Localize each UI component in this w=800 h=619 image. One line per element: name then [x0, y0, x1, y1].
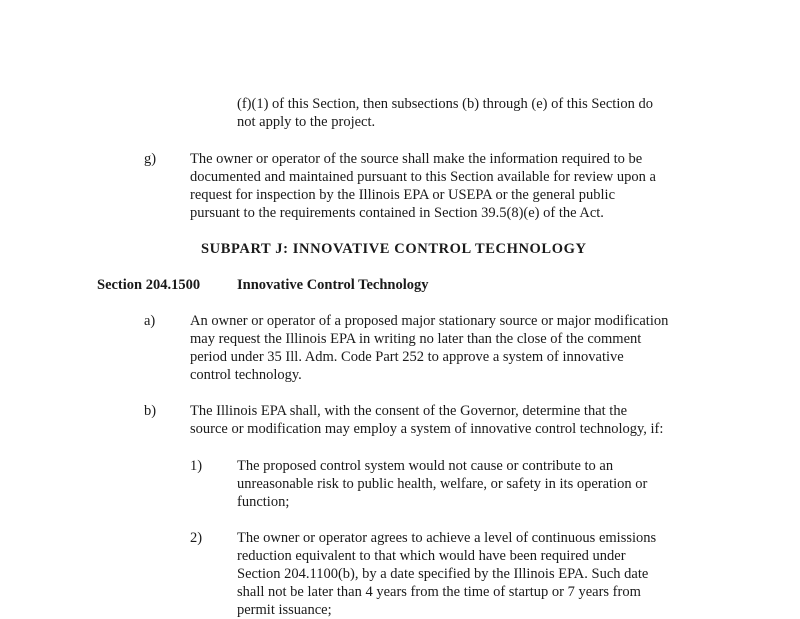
text-line: request for inspection by the Illinois EPA or USEPA or the general public	[190, 187, 616, 203]
section-title: Innovative Control Technology	[237, 277, 429, 293]
text-line: period under 35 Ill. Adm. Code Part 252 to approve a system of innovative	[190, 349, 624, 365]
text-line: The owner or operator agrees to achieve a level of continuous emissions	[237, 530, 657, 546]
text-line: shall not be later than 4 years from the time of startup or 7 years from	[237, 584, 641, 600]
text-line: An owner or operator of a proposed major stationary source or major modification	[190, 313, 669, 329]
text-line: reduction equivalent to that which would have been required under	[237, 548, 626, 564]
text-line: Section 204.1100(b), by a date specified by the Illinois EPA. Such date	[237, 566, 649, 582]
text-line: may request the Illinois EPA in writing no later than the close of the comment	[190, 331, 642, 347]
paragraph-label: a)	[144, 313, 156, 329]
text-line: The proposed control system would not cause or contribute to an	[237, 458, 614, 474]
subitem-label: 1)	[190, 458, 203, 474]
paragraph-label: b)	[144, 403, 157, 419]
text-line: control technology.	[190, 367, 302, 383]
text-line: source or modification may employ a system of innovative control technology, if:	[190, 421, 664, 437]
subitem-label: 2)	[190, 530, 203, 546]
text-line: documented and maintained pursuant to this Section available for review upon a	[190, 169, 656, 185]
text-line: function;	[237, 494, 290, 510]
text-line: not apply to the project.	[237, 114, 376, 130]
text-line: permit issuance;	[237, 602, 332, 618]
text-line: The owner or operator of the source shall make the information required to be	[190, 151, 643, 167]
text-line: (f)(1) of this Section, then subsections (b) through (e) of this Section do	[237, 96, 653, 112]
paragraph-label: g)	[144, 151, 157, 167]
section-number: Section 204.1500	[97, 277, 201, 293]
subpart-heading: SUBPART J: INNOVATIVE CONTROL TECHNOLOGY	[201, 241, 587, 257]
text-line: pursuant to the requirements contained in Section 39.5(8)(e) of the Act.	[190, 205, 604, 221]
text-line: The Illinois EPA shall, with the consent of the Governor, determine that the	[190, 403, 628, 419]
text-line: unreasonable risk to public health, welfare, or safety in its operation or	[237, 476, 648, 492]
